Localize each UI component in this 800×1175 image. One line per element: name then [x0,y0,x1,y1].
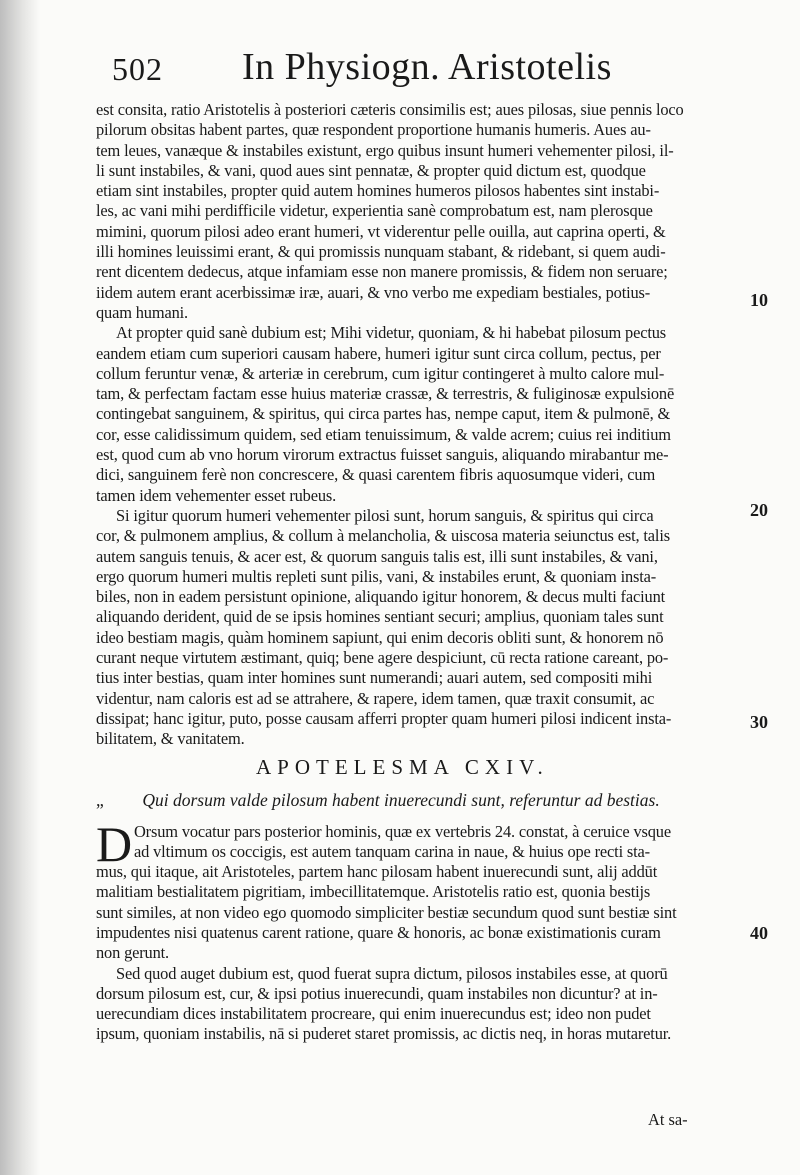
aphorism-mark: „ [96,789,104,810]
text-line: ideo bestiam magis, quàm hominem sapiunt, qui enim decoris obliti sunt, & honorem nō [96,627,664,647]
text-line: li sunt instabiles, & vani, quod aues sint pennatæ, & propter quid dictum est, quodque [96,160,646,180]
text-line: quam humani. [96,302,188,322]
text-line: dissipat; hanc igitur, puto, posse causam afferri propter quam humeri pilosi indicent insta- [96,708,672,728]
text-line: aliquando derident, quid de se ipsis homines sentiant securi; amplius, quoniam tales sunt [96,607,664,627]
text-line: Sed quod auget dubium est, quod fuerat supra dictum, pilosos instabiles esse, at quorū [116,963,668,983]
text-line: mus, qui itaque, ait Aristoteles, partem hanc pilosam habent inuerecundi sunt, alij addūt [96,862,658,882]
aphorism [96,784,756,816]
text-line: dorsum pilosum est, cur, & ipsi potius inuerecundi, quam instabiles non dicuntur? at in- [96,983,658,1003]
text-line: iidem autem erant acerbissimæ iræ, auari, & vno verbo me expediam bestiales, potius- [96,282,651,302]
margin-line-number: 10 [750,290,768,310]
margin-line-number: 20 [750,500,768,520]
text-line: etiam sint instabiles, propter quid autem homines humeros pilosos habentes sint instabi- [96,181,660,201]
text-line: tamen idem vehementer esset rubeus. [96,485,337,505]
text-line: cor, & pulmonem amplius, & collum à melancholia, & uiscosa materia seiunctus est, talis [96,526,670,546]
text-line: cor, esse calidissimum quidem, sed etiam tenuissimum, & valde acrem; cuius rei inditium [96,424,671,444]
text-line: mimini, quorum pilosi adeo erant humeri, vt viderentur pelle ouilla, aut caprina operti, & [96,221,666,241]
text-line: Si igitur quorum humeri vehementer pilosi sunt, horum sanguis, & spiritus qui circa [116,505,654,525]
text-line: tem leues, vanæque & instabiles existunt, ergo quibus insunt humeri vehementer pilosi, il- [96,140,674,160]
text-line: rent dicentem dedecus, atque infamiam esse non manere promissis, & fidem non seruare; [96,262,668,282]
margin-line-number: 30 [750,712,768,732]
text-line: pilorum obsitas habent partes, quæ respondent proportione humanis humeris. Aues au- [96,120,651,140]
text-line: biles, non in eadem persistunt opinione, aliquando igitur honorem, & decus multi faciunt [96,587,666,607]
text-line: non gerunt. [96,943,170,963]
text-line: At propter quid sanè dubium est; Mihi videtur, quoniam, & hi habebat pilosum pectus [116,323,667,343]
running-title: In Physiogn. Aristotelis [242,46,612,88]
text-line: collum feruntur venæ, & arteriæ in cerebrum, cum igitur contingeret à multo calore mul- [96,363,665,383]
text-line: curant neque virtutem æstimant, quiq; bene agere despiciunt, cū recta ratione careant, po- [96,648,669,668]
text-body [96,100,756,1045]
paragraph-2 [96,323,756,506]
text-line: autem sanguis tenuis, & acer est, & quorum sanguis talis est, illi sunt instabiles, & vani, [96,546,658,566]
drop-capital: D [96,815,133,872]
text-line: tam, & perfectam factam esse huius materiæ crassæ, & terrestris, & fuliginosæ expulsionē [96,384,675,404]
paragraph-4 [96,815,756,964]
margin-line-number: 40 [750,923,768,943]
text-line: sunt similes, at non video ego quomodo simpliciter bestiæ secundum quod sunt bestiæ sint [96,902,677,922]
paragraph-1 [96,100,756,323]
paragraph-3 [96,506,756,750]
text-line: est, quod cum ab vno horum virorum extractus fuisset sanguis, aliquando mirabantur me- [96,445,669,465]
text-line: contingebat sanguinem, & spiritus, qui circa partes has, nempe caput, item & pulmonē, & [96,404,671,424]
catchword: At sa- [648,1110,688,1129]
text-line: est consita, ratio Aristotelis à posteriori cæteris consimilis est; aues pilosas, siue pennis loco [96,100,684,119]
text-line: ipsum, quoniam instabilis, nā si puderet staret promissis, ac dictis neq, in horas mutaretur. [96,1024,672,1044]
text-line: eandem etiam cum superiori causam habere, humeri igitur sunt circa collum, pectus, per [96,343,661,363]
page-number: 502 [112,51,163,87]
text-line: les, ac vani mihi perdifficile videtur, experientia sanè comprobatum est, nam plerosque [96,201,653,221]
text-line: ad vltimum os coccigis, est autem tanquam carina in naue, & huius ope recti sta- [134,841,650,861]
text-line: malitiam bestialitatem pigritiam, imbecillitatemque. Aristotelis ratio est, quonia bestijs [96,882,651,902]
text-line: ergo quorum humeri multis repleti sunt pilis, vani, & instabiles erunt, & quoniam insta- [96,566,657,586]
text-line: tius inter bestias, quam inter homines sunt numerandi; auari autem, sed compositi mihi [96,668,653,688]
text-line: Orsum vocatur pars posterior hominis, quæ ex vertebris 24. constat, à ceruice vsque [134,821,671,841]
page-header [112,45,772,95]
text-line: illi homines leuissimi erant, & qui promissis nunquam stabant, & ridebant, si quem audi- [96,242,666,262]
text-line: bilitatem, & vanitatem. [96,729,245,749]
text-line: uerecundiam dices instabilitatem procreare, qui enim inuerecundus est; ideo non pudet [96,1004,651,1024]
binding-shadow [0,0,40,1175]
paragraph-5 [96,964,756,1045]
text-line: impudentes nisi quatenus carent ratione, quare & honoris, ac bonæ existimationis curam [96,922,661,942]
text-line: videntur, nam caloris est ad se attrahere, & rapere, idem tamen, quæ traxit consumit, ac [96,688,655,708]
section-heading: APOTELESMA CXIV. [256,754,549,779]
text-line: dici, sanguinem ferè non concrescere, & quasi carentem fibris aquosumque videri, cum [96,465,656,485]
aphorism-text: Qui dorsum valde pilosum habent inuerecundi sunt, referuntur ad bestias. [142,789,660,810]
